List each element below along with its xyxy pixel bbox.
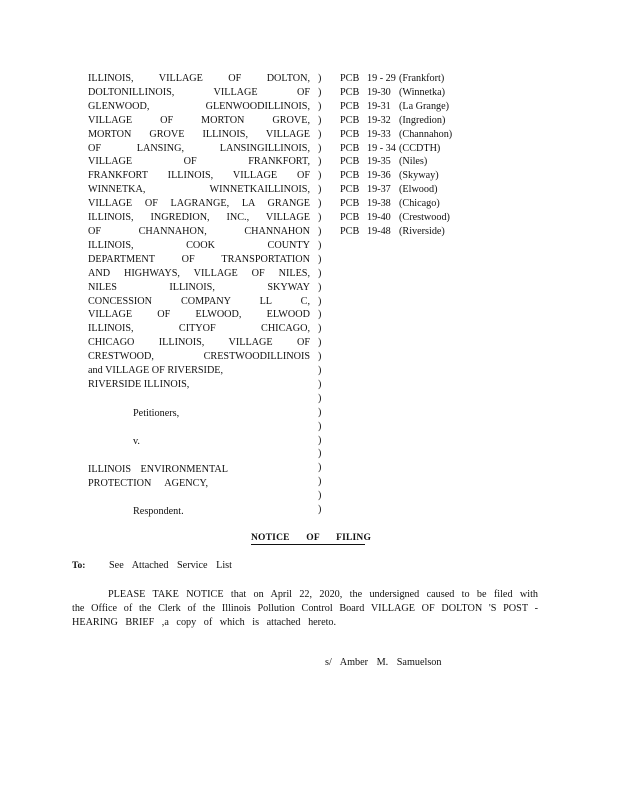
docket-party: (Skyway) [399, 170, 439, 182]
caption-parenthesis: ) [318, 184, 322, 196]
caption-parenthesis: ) [318, 225, 322, 237]
petitioner-line: VILLAGE OF MORTON GROVE, [88, 114, 310, 126]
respondent-line: ILLINOIS ENVIRONMENTAL [88, 464, 228, 475]
docket-number: 19-33 [367, 128, 391, 140]
petitioner-line: CRESTWOOD, CRESTWOODILLINOIS [88, 351, 310, 363]
caption-parenthesis: ) [318, 281, 322, 293]
petitioner-line: WINNETKA, WINNETKAILLINOIS, [88, 184, 310, 196]
petitioner-line: NILES ILLINOIS, SKYWAY [88, 281, 310, 293]
respondent-line: PROTECTION AGENCY, [88, 477, 208, 489]
docket-prefix: PCB [340, 86, 360, 98]
petitioner-line: and VILLAGE OF RIVERSIDE, [88, 365, 224, 377]
caption-parenthesis: ) [318, 100, 322, 112]
caption-parenthesis: ) [318, 128, 322, 140]
caption-parenthesis: ) [318, 448, 322, 460]
petitioner-line: ILLINOIS, VILLAGE OF DOLTON, [88, 73, 310, 84]
caption-parenthesis: ) [318, 476, 322, 488]
docket-row [340, 183, 510, 197]
docket-row [340, 100, 510, 114]
petitioner-line: GLENWOOD, GLENWOODILLINOIS, [88, 100, 310, 112]
docket-number: 19 - 29 [367, 73, 396, 84]
petitioner-line: DEPARTMENT OF TRANSPORTATION [88, 253, 310, 265]
petitioner-line: VILLAGE OF FRANKFORT, [88, 156, 310, 168]
caption-parenthesis: ) [318, 434, 322, 446]
petitioners-label: Petitioners, [133, 408, 180, 419]
caption-parenthesis: ) [318, 378, 322, 390]
petitioner-line: AND HIGHWAYS, VILLAGE OF NILES, [88, 267, 310, 279]
docket-prefix: PCB [340, 100, 360, 112]
petitioner-line: ILLINOIS, INGREDION, INC., VILLAGE [88, 212, 310, 224]
caption-parenthesis: ) [318, 309, 322, 321]
docket-row [340, 114, 510, 128]
caption-parenthesis: ) [318, 406, 322, 418]
notice-body-line: HEARING BRIEF ,a copy of which is attached hereto. [72, 617, 337, 628]
petitioner-line: CONCESSION COMPANY LL C, [88, 295, 310, 307]
caption-parenthesis: ) [318, 253, 322, 265]
caption-parenthesis: ) [318, 212, 322, 224]
docket-prefix: PCB [340, 225, 360, 237]
docket-prefix: PCB [340, 142, 360, 154]
docket-number: 19-40 [367, 212, 391, 224]
docket-number: 19-37 [367, 184, 391, 196]
docket-row [340, 72, 510, 86]
notice-title: NOTICE OF FILING [251, 533, 372, 543]
docket-prefix: PCB [340, 198, 360, 210]
docket-party: (Elwood) [399, 184, 438, 196]
petitioner-line: ILLINOIS, CITYOF CHICAGO, [88, 323, 310, 335]
docket-party: (Niles) [399, 156, 428, 168]
petitioner-line: DOLTONILLINOIS, VILLAGE OF [88, 86, 310, 98]
caption-parenthesis: ) [318, 392, 322, 404]
docket-row [340, 169, 510, 183]
caption-parenthesis: ) [318, 142, 322, 154]
caption-parenthesis: ) [318, 73, 322, 84]
respondent-block [88, 463, 228, 491]
caption-parenthesis: ) [318, 504, 322, 516]
caption-parenthesis: ) [318, 462, 322, 474]
caption-parenthesis: ) [318, 351, 322, 363]
docket-prefix: PCB [340, 114, 360, 126]
docket-number: 19-31 [367, 100, 391, 112]
caption-parenthesis-column [318, 72, 328, 517]
notice-body-line: PLEASE TAKE NOTICE that on April 22, 2020, the undersigned caused to be filed with [108, 589, 538, 600]
petitioner-line: OF CHANNAHON, CHANNAHON [88, 225, 310, 237]
docket-prefix: PCB [340, 170, 360, 182]
to-value: See Attached Service List [109, 560, 232, 571]
docket-party: (Riverside) [399, 225, 445, 237]
docket-party: (Frankfort) [399, 73, 445, 84]
docket-party: (La Grange) [399, 100, 450, 112]
docket-party: (CCDTH) [399, 142, 441, 154]
docket-row [340, 155, 510, 169]
caption-parenthesis: ) [318, 420, 322, 432]
respondent-label: Respondent. [133, 506, 184, 517]
petitioner-line: RIVERSIDE ILLINOIS, [88, 378, 190, 390]
caption-parenthesis: ) [318, 86, 322, 98]
caption-parenthesis: ) [318, 114, 322, 126]
docket-prefix: PCB [340, 73, 360, 84]
docket-party: (Chicago) [399, 198, 440, 210]
caption-parenthesis: ) [318, 239, 322, 251]
docket-prefix: PCB [340, 184, 360, 196]
docket-number: 19-35 [367, 156, 391, 168]
petitioner-line: FRANKFORT ILLINOIS, VILLAGE OF [88, 170, 310, 182]
signature-line: s/ Amber M. Samuelson [325, 657, 442, 668]
docket-number: 19 - 34 [367, 142, 396, 154]
docket-row [340, 142, 510, 156]
docket-party: (Ingredion) [399, 114, 446, 126]
caption-parenthesis: ) [318, 323, 322, 335]
docket-party: (Channahon) [399, 128, 453, 140]
docket-number: 19-30 [367, 86, 391, 98]
docket-row [340, 225, 510, 239]
docket-number: 19-38 [367, 198, 391, 210]
docket-prefix: PCB [340, 128, 360, 140]
caption-parenthesis: ) [318, 267, 322, 279]
docket-row [340, 197, 510, 211]
docket-prefix: PCB [340, 212, 360, 224]
caption-parenthesis: ) [318, 337, 322, 349]
caption-parenthesis: ) [318, 198, 322, 210]
petitioner-line: OF LANSING, LANSINGILLINOIS, [88, 142, 310, 154]
notice-body [72, 588, 538, 630]
notice-body-line: the Office of the Clerk of the Illinois Pollution Control Board VILLAGE OF DOLTON 'S POST - [72, 603, 538, 614]
docket-party: (Winnetka) [399, 86, 445, 98]
petitioner-line: MORTON GROVE ILLINOIS, VILLAGE [88, 128, 310, 140]
docket-row [340, 211, 510, 225]
docket-row [340, 86, 510, 100]
caption-parenthesis: ) [318, 156, 322, 168]
docket-number-list [340, 72, 510, 239]
docket-number: 19-32 [367, 114, 391, 126]
docket-prefix: PCB [340, 156, 360, 168]
petitioner-block [88, 72, 310, 392]
versus-label: v. [133, 436, 140, 447]
docket-number: 19-36 [367, 170, 391, 182]
docket-row [340, 128, 510, 142]
caption-parenthesis: ) [318, 490, 322, 502]
to-label: To: [72, 561, 86, 571]
petitioner-line: ILLINOIS, COOK COUNTY [88, 239, 310, 251]
petitioner-line: VILLAGE OF ELWOOD, ELWOOD [88, 309, 310, 321]
docket-party: (Crestwood) [399, 212, 450, 224]
caption-parenthesis: ) [318, 295, 322, 307]
caption-parenthesis: ) [318, 170, 322, 182]
docket-number: 19-48 [367, 225, 391, 237]
petitioner-line: CHICAGO ILLINOIS, VILLAGE OF [88, 337, 310, 349]
petitioner-line: VILLAGE OF LAGRANGE, LA GRANGE [88, 198, 310, 210]
caption-parenthesis: ) [318, 365, 322, 377]
